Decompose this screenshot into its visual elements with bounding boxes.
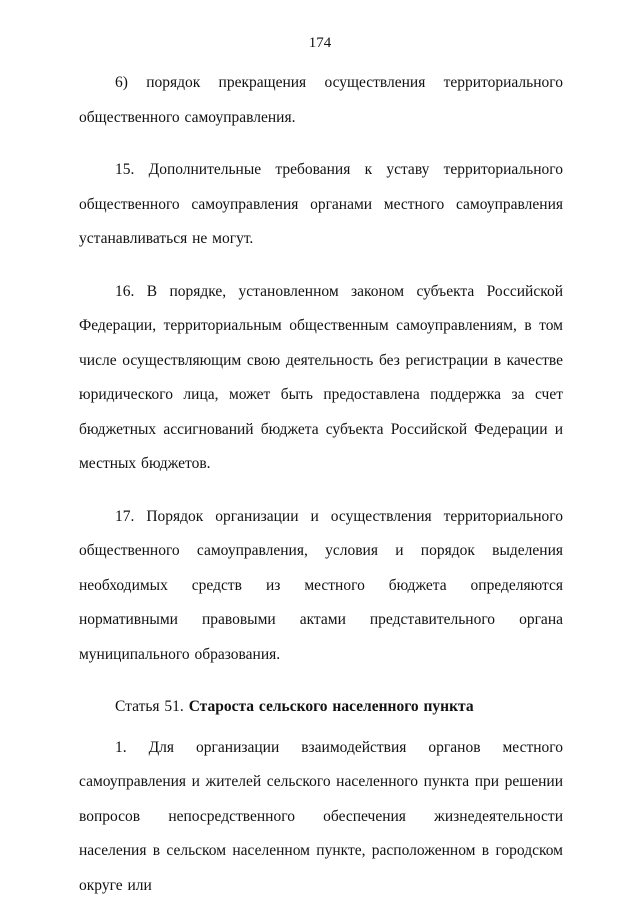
article-number: Статья 51. (115, 698, 189, 715)
paragraph-16: 16. В порядке, установленном законом субъекта Российской Федерации, территориальным общественным самоуправлениям, в том числе осуществляющим свою деятельность без регистрации в качестве юридического лица, может быть предоставлена поддержка за счет бюджетных ассигнований бюджета субъекта Российской Федерации и местных бюджетов. (79, 282, 563, 472)
page-number: 174 (308, 35, 332, 51)
article-title: Староста сельского населенного пункта (188, 698, 474, 715)
article-51-paragraph-1: 1. Для организации взаимодействия органов местного самоуправления и жителей сельского населенного пункта при решении вопросов непосредственного обеспечения жизнедеятельности населения в сельском населенном пункте, расположенном в городском округе или (79, 738, 563, 894)
document-body (79, 66, 563, 921)
paragraph-15: 15. Дополнительные требования к уставу территориального общественного самоуправления органами местного самоуправления устанавливаться не могут. (79, 161, 563, 247)
paragraph-17: 17. Порядок организации и осуществления территориального общественного самоуправления, условия и порядок выделения необходимых средств из местного бюджета определяются нормативными правовыми актами представительного органа муниципального образования. (79, 507, 563, 663)
paragraph-item-6: 6) порядок прекращения осуществления территориального общественного самоуправления. (79, 74, 563, 126)
article-heading (79, 690, 563, 725)
